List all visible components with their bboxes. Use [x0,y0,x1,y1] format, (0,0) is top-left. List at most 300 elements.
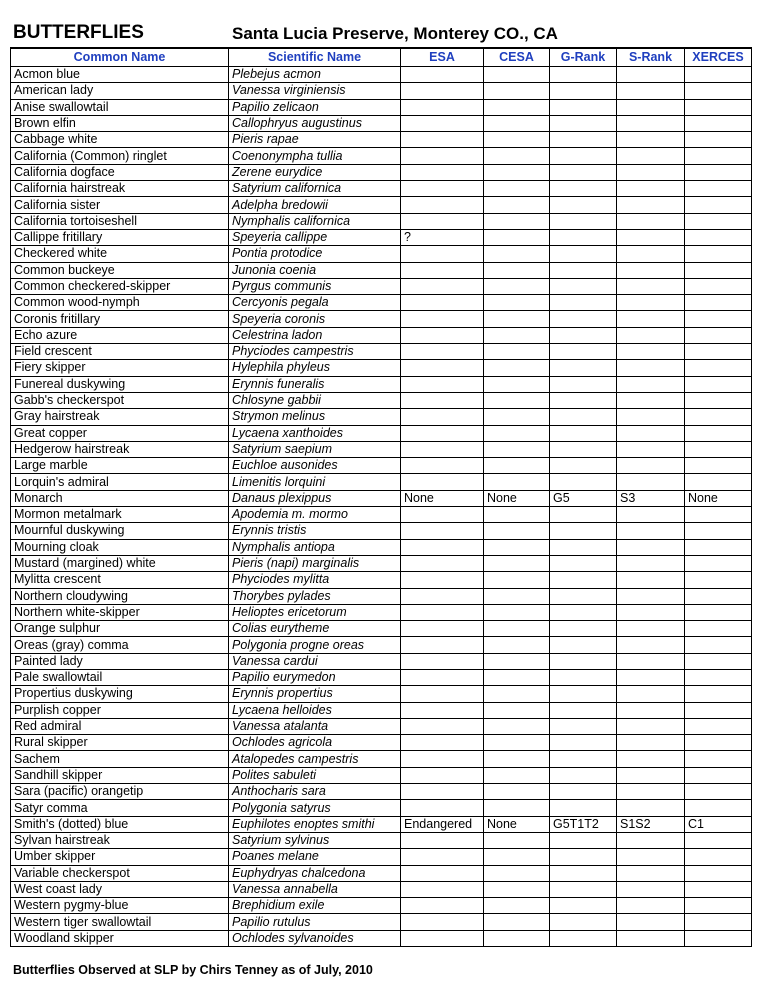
cell-xerces [685,311,752,327]
cell-xerces: C1 [685,816,752,832]
cell-scientific-name: Helioptes ericetorum [229,604,401,620]
cell-s-rank [617,181,685,197]
cell-xerces [685,718,752,734]
cell-xerces [685,735,752,751]
cell-esa [401,392,484,408]
cell-common-name: West coast lady [11,881,229,897]
cell-cesa [484,653,550,669]
cell-common-name: Coronis fritillary [11,311,229,327]
cell-xerces [685,360,752,376]
cell-xerces [685,67,752,83]
cell-common-name: Umber skipper [11,849,229,865]
cell-s-rank [617,99,685,115]
cell-g-rank [550,784,617,800]
cell-g-rank [550,914,617,930]
cell-common-name: Common wood-nymph [11,295,229,311]
cell-g-rank [550,311,617,327]
cell-cesa [484,898,550,914]
cell-xerces [685,898,752,914]
table-row [11,767,752,783]
cell-cesa [484,832,550,848]
cell-scientific-name: Hylephila phyleus [229,360,401,376]
cell-common-name: Northern white-skipper [11,604,229,620]
col-header-g-rank: G-Rank [550,48,617,67]
cell-xerces [685,637,752,653]
title-row [13,22,753,46]
cell-common-name: Common buckeye [11,262,229,278]
cell-cesa [484,132,550,148]
cell-s-rank [617,588,685,604]
cell-g-rank [550,132,617,148]
cell-s-rank [617,262,685,278]
table-row [11,490,752,506]
cell-xerces [685,881,752,897]
cell-cesa [484,474,550,490]
cell-cesa [484,767,550,783]
cell-xerces [685,392,752,408]
cell-common-name: Mustard (margined) white [11,555,229,571]
cell-cesa [484,392,550,408]
cell-xerces [685,181,752,197]
cell-g-rank [550,115,617,131]
cell-cesa [484,164,550,180]
cell-xerces [685,327,752,343]
table-row [11,229,752,245]
col-header-scientific-name: Scientific Name [229,48,401,67]
cell-xerces [685,930,752,946]
cell-s-rank [617,686,685,702]
cell-common-name: Fiery skipper [11,360,229,376]
cell-scientific-name: Vanessa virginiensis [229,83,401,99]
cell-cesa [484,229,550,245]
cell-g-rank [550,278,617,294]
cell-g-rank [550,164,617,180]
cell-g-rank [550,588,617,604]
cell-esa [401,686,484,702]
table-row [11,360,752,376]
cell-g-rank [550,458,617,474]
cell-xerces [685,604,752,620]
cell-xerces [685,653,752,669]
cell-common-name: California (Common) ringlet [11,148,229,164]
cell-cesa [484,67,550,83]
cell-common-name: Monarch [11,490,229,506]
cell-s-rank [617,474,685,490]
cell-xerces [685,83,752,99]
cell-common-name: Hedgerow hairstreak [11,441,229,457]
cell-common-name: Western pygmy-blue [11,898,229,914]
cell-s-rank [617,637,685,653]
cell-cesa [484,115,550,131]
cell-cesa [484,735,550,751]
cell-g-rank [550,832,617,848]
cell-scientific-name: Adelpha bredowii [229,197,401,213]
cell-common-name: Gray hairstreak [11,409,229,425]
cell-g-rank [550,637,617,653]
table-row [11,621,752,637]
cell-esa [401,262,484,278]
cell-cesa [484,181,550,197]
cell-common-name: Western tiger swallowtail [11,914,229,930]
cell-cesa [484,572,550,588]
cell-scientific-name: Thorybes pylades [229,588,401,604]
cell-esa [401,409,484,425]
cell-g-rank [550,539,617,555]
cell-cesa [484,262,550,278]
cell-common-name: Great copper [11,425,229,441]
cell-esa [401,360,484,376]
cell-scientific-name: Callophryus augustinus [229,115,401,131]
cell-g-rank [550,669,617,685]
cell-common-name: California hairstreak [11,181,229,197]
cell-common-name: Satyr comma [11,800,229,816]
cell-g-rank [550,702,617,718]
cell-cesa [484,197,550,213]
cell-esa [401,83,484,99]
cell-cesa [484,718,550,734]
cell-scientific-name: Plebejus acmon [229,67,401,83]
cell-cesa [484,588,550,604]
cell-g-rank [550,262,617,278]
cell-s-rank [617,735,685,751]
cell-scientific-name: Papilio rutulus [229,914,401,930]
cell-xerces [685,669,752,685]
table-row [11,832,752,848]
cell-esa [401,278,484,294]
cell-g-rank [550,441,617,457]
cell-scientific-name: Lycaena helloides [229,702,401,718]
cell-xerces [685,213,752,229]
cell-cesa [484,621,550,637]
page-subtitle: Santa Lucia Preserve, Monterey CO., CA [232,24,558,43]
cell-common-name: Sachem [11,751,229,767]
cell-cesa [484,441,550,457]
table-row [11,376,752,392]
cell-scientific-name: Erynnis funeralis [229,376,401,392]
cell-scientific-name: Nymphalis antiopa [229,539,401,555]
cell-cesa [484,376,550,392]
cell-esa [401,849,484,865]
cell-scientific-name: Phyciodes campestris [229,344,401,360]
cell-common-name: Smith's (dotted) blue [11,816,229,832]
cell-xerces [685,865,752,881]
cell-scientific-name: Polites sabuleti [229,767,401,783]
cell-g-rank [550,295,617,311]
cell-s-rank [617,327,685,343]
cell-cesa [484,784,550,800]
cell-common-name: Sara (pacific) orangetip [11,784,229,800]
cell-esa [401,311,484,327]
cell-common-name: Northern cloudywing [11,588,229,604]
cell-esa [401,376,484,392]
cell-xerces [685,914,752,930]
cell-xerces [685,539,752,555]
cell-esa [401,588,484,604]
cell-scientific-name: Pontia protodice [229,246,401,262]
cell-esa [401,735,484,751]
cell-esa [401,246,484,262]
cell-s-rank [617,83,685,99]
cell-s-rank: S3 [617,490,685,506]
cell-common-name: Orange sulphur [11,621,229,637]
table-row [11,604,752,620]
cell-xerces [685,115,752,131]
cell-s-rank [617,115,685,131]
cell-cesa [484,930,550,946]
cell-esa [401,669,484,685]
footer-note: Butterflies Observed at SLP by Chirs Tenney as of July, 2010 [13,963,373,977]
cell-cesa [484,99,550,115]
cell-s-rank [617,409,685,425]
cell-xerces [685,132,752,148]
cell-xerces [685,409,752,425]
cell-esa [401,148,484,164]
cell-scientific-name: Colias eurytheme [229,621,401,637]
cell-xerces [685,800,752,816]
cell-common-name: Mourning cloak [11,539,229,555]
table-row [11,164,752,180]
table-row [11,881,752,897]
cell-g-rank [550,344,617,360]
table-row [11,392,752,408]
table-row [11,653,752,669]
cell-s-rank [617,669,685,685]
cell-s-rank [617,621,685,637]
cell-g-rank [550,327,617,343]
cell-g-rank [550,376,617,392]
cell-esa: None [401,490,484,506]
cell-esa [401,914,484,930]
cell-s-rank [617,507,685,523]
cell-scientific-name: Satyrium californica [229,181,401,197]
cell-g-rank [550,213,617,229]
cell-s-rank [617,67,685,83]
cell-s-rank [617,800,685,816]
cell-s-rank [617,539,685,555]
table-row [11,930,752,946]
cell-xerces [685,376,752,392]
table-row [11,311,752,327]
table-row [11,148,752,164]
cell-s-rank [617,604,685,620]
col-header-xerces: XERCES [685,48,752,67]
cell-esa [401,458,484,474]
cell-g-rank [550,246,617,262]
table-row [11,246,752,262]
cell-g-rank [550,425,617,441]
cell-s-rank [617,164,685,180]
cell-s-rank [617,246,685,262]
cell-common-name: Common checkered-skipper [11,278,229,294]
table-row [11,474,752,490]
cell-cesa [484,425,550,441]
cell-cesa [484,458,550,474]
cell-common-name: Propertius duskywing [11,686,229,702]
cell-s-rank: S1S2 [617,816,685,832]
cell-g-rank [550,392,617,408]
cell-s-rank [617,213,685,229]
table-row [11,784,752,800]
cell-esa [401,181,484,197]
cell-esa [401,865,484,881]
cell-esa [401,881,484,897]
cell-scientific-name: Pieris (napi) marginalis [229,555,401,571]
table-row [11,849,752,865]
cell-scientific-name: Anthocharis sara [229,784,401,800]
cell-xerces [685,425,752,441]
cell-common-name: Mylitta crescent [11,572,229,588]
cell-g-rank [550,572,617,588]
cell-scientific-name: Atalopedes campestris [229,751,401,767]
cell-common-name: Mournful duskywing [11,523,229,539]
table-row [11,278,752,294]
cell-xerces [685,99,752,115]
cell-s-rank [617,572,685,588]
table-row [11,409,752,425]
cell-cesa [484,702,550,718]
cell-esa [401,507,484,523]
cell-scientific-name: Coenonympha tullia [229,148,401,164]
table-row [11,327,752,343]
cell-s-rank [617,148,685,164]
cell-esa [401,115,484,131]
cell-xerces [685,621,752,637]
table-row [11,181,752,197]
cell-cesa [484,523,550,539]
cell-esa [401,67,484,83]
cell-esa [401,621,484,637]
cell-xerces: None [685,490,752,506]
cell-s-rank [617,295,685,311]
cell-common-name: California sister [11,197,229,213]
table-row [11,718,752,734]
table-row [11,669,752,685]
cell-esa [401,572,484,588]
cell-s-rank [617,360,685,376]
cell-s-rank [617,555,685,571]
cell-common-name: Painted lady [11,653,229,669]
cell-esa [401,800,484,816]
cell-common-name: Oreas (gray) comma [11,637,229,653]
cell-scientific-name: Chlosyne gabbii [229,392,401,408]
cell-cesa [484,865,550,881]
cell-xerces [685,507,752,523]
cell-g-rank [550,800,617,816]
cell-g-rank [550,849,617,865]
cell-cesa [484,637,550,653]
table-row [11,686,752,702]
cell-cesa [484,849,550,865]
cell-scientific-name: Vanessa atalanta [229,718,401,734]
table-row [11,83,752,99]
cell-cesa [484,344,550,360]
cell-common-name: Acmon blue [11,67,229,83]
cell-g-rank [550,555,617,571]
cell-scientific-name: Apodemia m. mormo [229,507,401,523]
cell-scientific-name: Nymphalis californica [229,213,401,229]
cell-g-rank: G5T1T2 [550,816,617,832]
cell-cesa [484,148,550,164]
table-row [11,441,752,457]
cell-xerces [685,197,752,213]
table-row [11,702,752,718]
cell-esa [401,539,484,555]
cell-xerces [685,458,752,474]
table-row [11,425,752,441]
cell-scientific-name: Pyrgus communis [229,278,401,294]
cell-s-rank [617,376,685,392]
cell-scientific-name: Papilio eurymedon [229,669,401,685]
cell-scientific-name: Papilio zelicaon [229,99,401,115]
cell-common-name: Anise swallowtail [11,99,229,115]
cell-common-name: Red admiral [11,718,229,734]
cell-scientific-name: Euphilotes enoptes smithi [229,816,401,832]
table-body [11,67,752,947]
cell-g-rank [550,735,617,751]
table-row [11,132,752,148]
butterfly-table [10,47,752,947]
cell-g-rank [550,621,617,637]
cell-scientific-name: Polygonia progne oreas [229,637,401,653]
cell-cesa: None [484,816,550,832]
cell-xerces [685,572,752,588]
cell-esa [401,523,484,539]
cell-esa [401,555,484,571]
cell-g-rank [550,653,617,669]
table-row [11,344,752,360]
table-row [11,67,752,83]
cell-g-rank: G5 [550,490,617,506]
cell-g-rank [550,409,617,425]
cell-g-rank [550,881,617,897]
cell-s-rank [617,865,685,881]
cell-cesa [484,327,550,343]
cell-common-name: California tortoiseshell [11,213,229,229]
cell-cesa [484,213,550,229]
col-header-esa: ESA [401,48,484,67]
cell-scientific-name: Vanessa annabella [229,881,401,897]
cell-esa [401,327,484,343]
cell-s-rank [617,849,685,865]
cell-common-name: Pale swallowtail [11,669,229,685]
table-row [11,865,752,881]
cell-xerces [685,751,752,767]
cell-g-rank [550,197,617,213]
table-row [11,197,752,213]
table-row [11,262,752,278]
cell-esa: Endangered [401,816,484,832]
cell-s-rank [617,767,685,783]
header-row [11,48,752,67]
cell-xerces [685,588,752,604]
cell-s-rank [617,523,685,539]
cell-g-rank [550,67,617,83]
cell-esa [401,213,484,229]
cell-xerces [685,523,752,539]
cell-scientific-name: Celestrina ladon [229,327,401,343]
cell-xerces [685,555,752,571]
cell-scientific-name: Pieris rapae [229,132,401,148]
cell-scientific-name: Junonia coenia [229,262,401,278]
cell-cesa [484,539,550,555]
cell-xerces [685,474,752,490]
cell-g-rank [550,474,617,490]
cell-esa [401,751,484,767]
cell-g-rank [550,523,617,539]
cell-g-rank [550,83,617,99]
cell-esa [401,604,484,620]
cell-scientific-name: Brephidium exile [229,898,401,914]
